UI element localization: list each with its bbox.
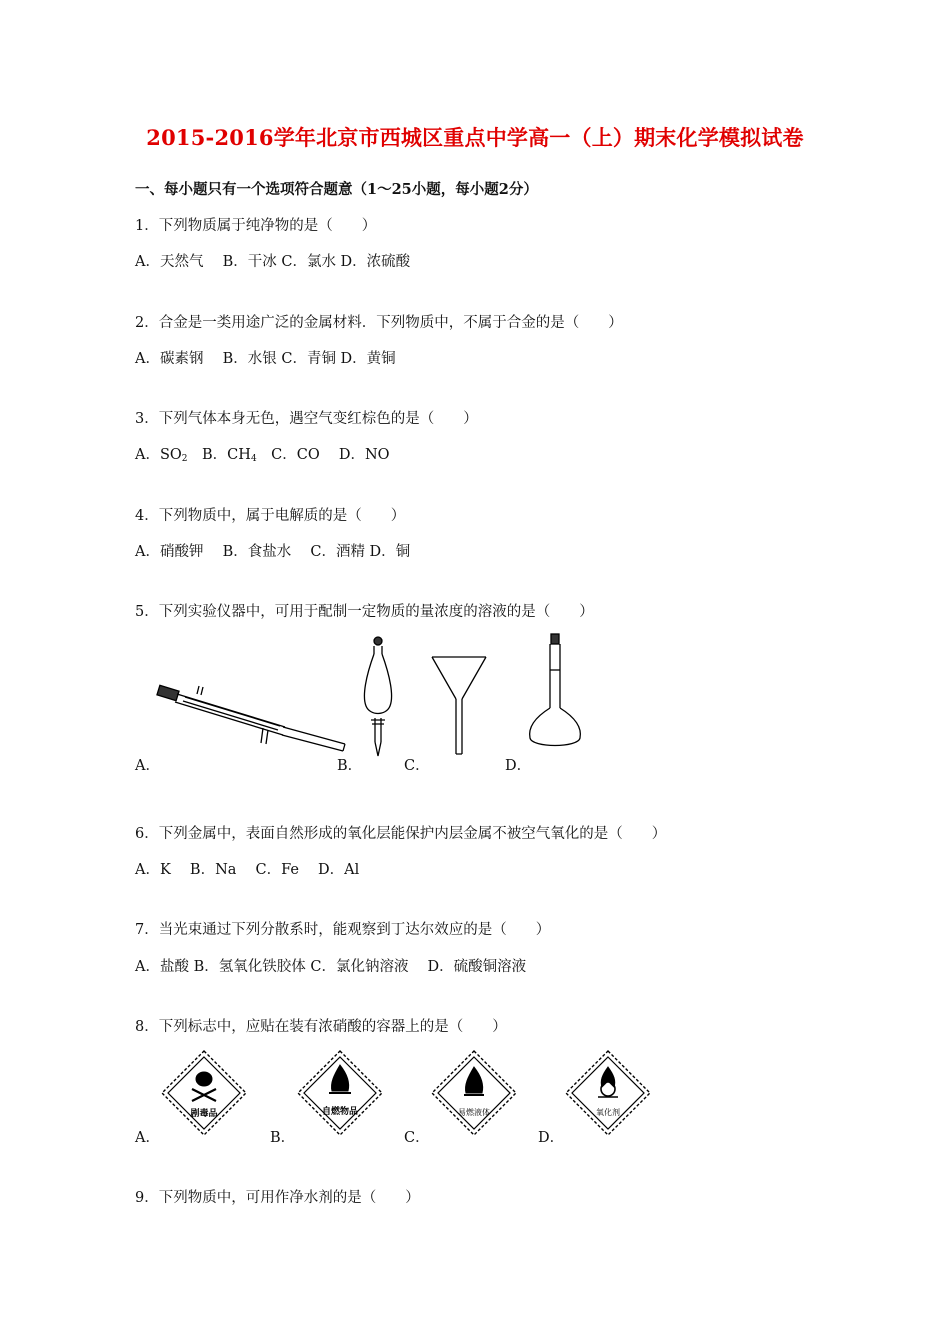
question-6-stem: 6．下列金属中，表面自然形成的氧化层能保护内层金属不被空气氧化的是（ ） xyxy=(135,826,667,842)
question-4-options: A．硝酸钾 B．食盐水 C．酒精 D．铜 xyxy=(135,544,411,560)
option-b-label: B． xyxy=(337,758,363,774)
spontaneous-combustion-sign-image xyxy=(296,1049,384,1137)
question-6-options: A．K B．Na C．Fe D．Al xyxy=(135,862,360,878)
option-a-label: A． xyxy=(135,758,160,774)
option-c-label: C． xyxy=(404,758,430,774)
question-4-stem: 4．下列物质中，属于电解质的是（ ） xyxy=(135,508,406,524)
question-2-stem: 2．合金是一类用途广泛的金属材料．下列物质中，不属于合金的是（ ） xyxy=(135,315,623,331)
sign-a-text: 剧毒品 xyxy=(190,1109,218,1119)
option-d-label: D． xyxy=(505,758,532,774)
question-3-options xyxy=(135,443,390,464)
volumetric-flask-image xyxy=(526,632,588,754)
separatory-funnel-image xyxy=(358,636,403,758)
question-9-stem: 9．下列物质中，可用作净水剂的是（ ） xyxy=(135,1190,420,1206)
option-a-label: A． xyxy=(135,1130,160,1146)
page-title: 2015-2016学年北京市西城区重点中学高一（上）期末化学模拟试卷 xyxy=(146,125,804,150)
question-3-stem: 3．下列气体本身无色，遇空气变红棕色的是（ ） xyxy=(135,411,478,427)
toxic-sign-image xyxy=(160,1049,248,1137)
option-b-label: B． xyxy=(270,1130,296,1146)
flammable-liquid-sign-image xyxy=(430,1049,518,1137)
question-7-options: A．盐酸 B．氢氧化铁胶体 C．氯化钠溶液 D．硫酸铜溶液 xyxy=(135,959,527,975)
option-cd-text: C．CO D．NO xyxy=(256,447,390,463)
question-7-stem: 7．当光束通过下列分散系时，能观察到丁达尔效应的是（ ） xyxy=(135,922,551,938)
option-c-label: C． xyxy=(404,1130,430,1146)
option-d-label: D． xyxy=(538,1130,565,1146)
subscript: 2 xyxy=(181,454,188,464)
option-a-text: A．SO xyxy=(135,447,182,463)
sign-d-text: 氧化剂 xyxy=(596,1108,620,1117)
oxidizer-sign-image xyxy=(564,1049,652,1137)
subscript: 4 xyxy=(250,454,257,464)
sign-b-text: 自燃物品 xyxy=(321,1107,359,1117)
question-8-stem: 8．下列标志中，应贴在装有浓硝酸的容器上的是（ ） xyxy=(135,1019,507,1035)
section-heading: 一、每小题只有一个选项符合题意（1～25小题，每小题2分） xyxy=(135,181,538,198)
condenser-apparatus-image xyxy=(155,680,355,760)
question-2-options: A．碳素钢 B．水银 C．青铜 D．黄铜 xyxy=(135,351,396,367)
funnel-image xyxy=(430,654,490,756)
sign-c-text: 易燃液体 xyxy=(458,1108,490,1117)
question-5-stem: 5．下列实验仪器中，可用于配制一定物质的量浓度的溶液的是（ ） xyxy=(135,604,594,620)
question-1-options: A．天然气 B．干冰 C．氯水 D．浓硫酸 xyxy=(135,254,411,270)
question-1-stem: 1．下列物质属于纯净物的是（ ） xyxy=(135,218,377,234)
option-b-text: B．CH xyxy=(187,447,251,463)
